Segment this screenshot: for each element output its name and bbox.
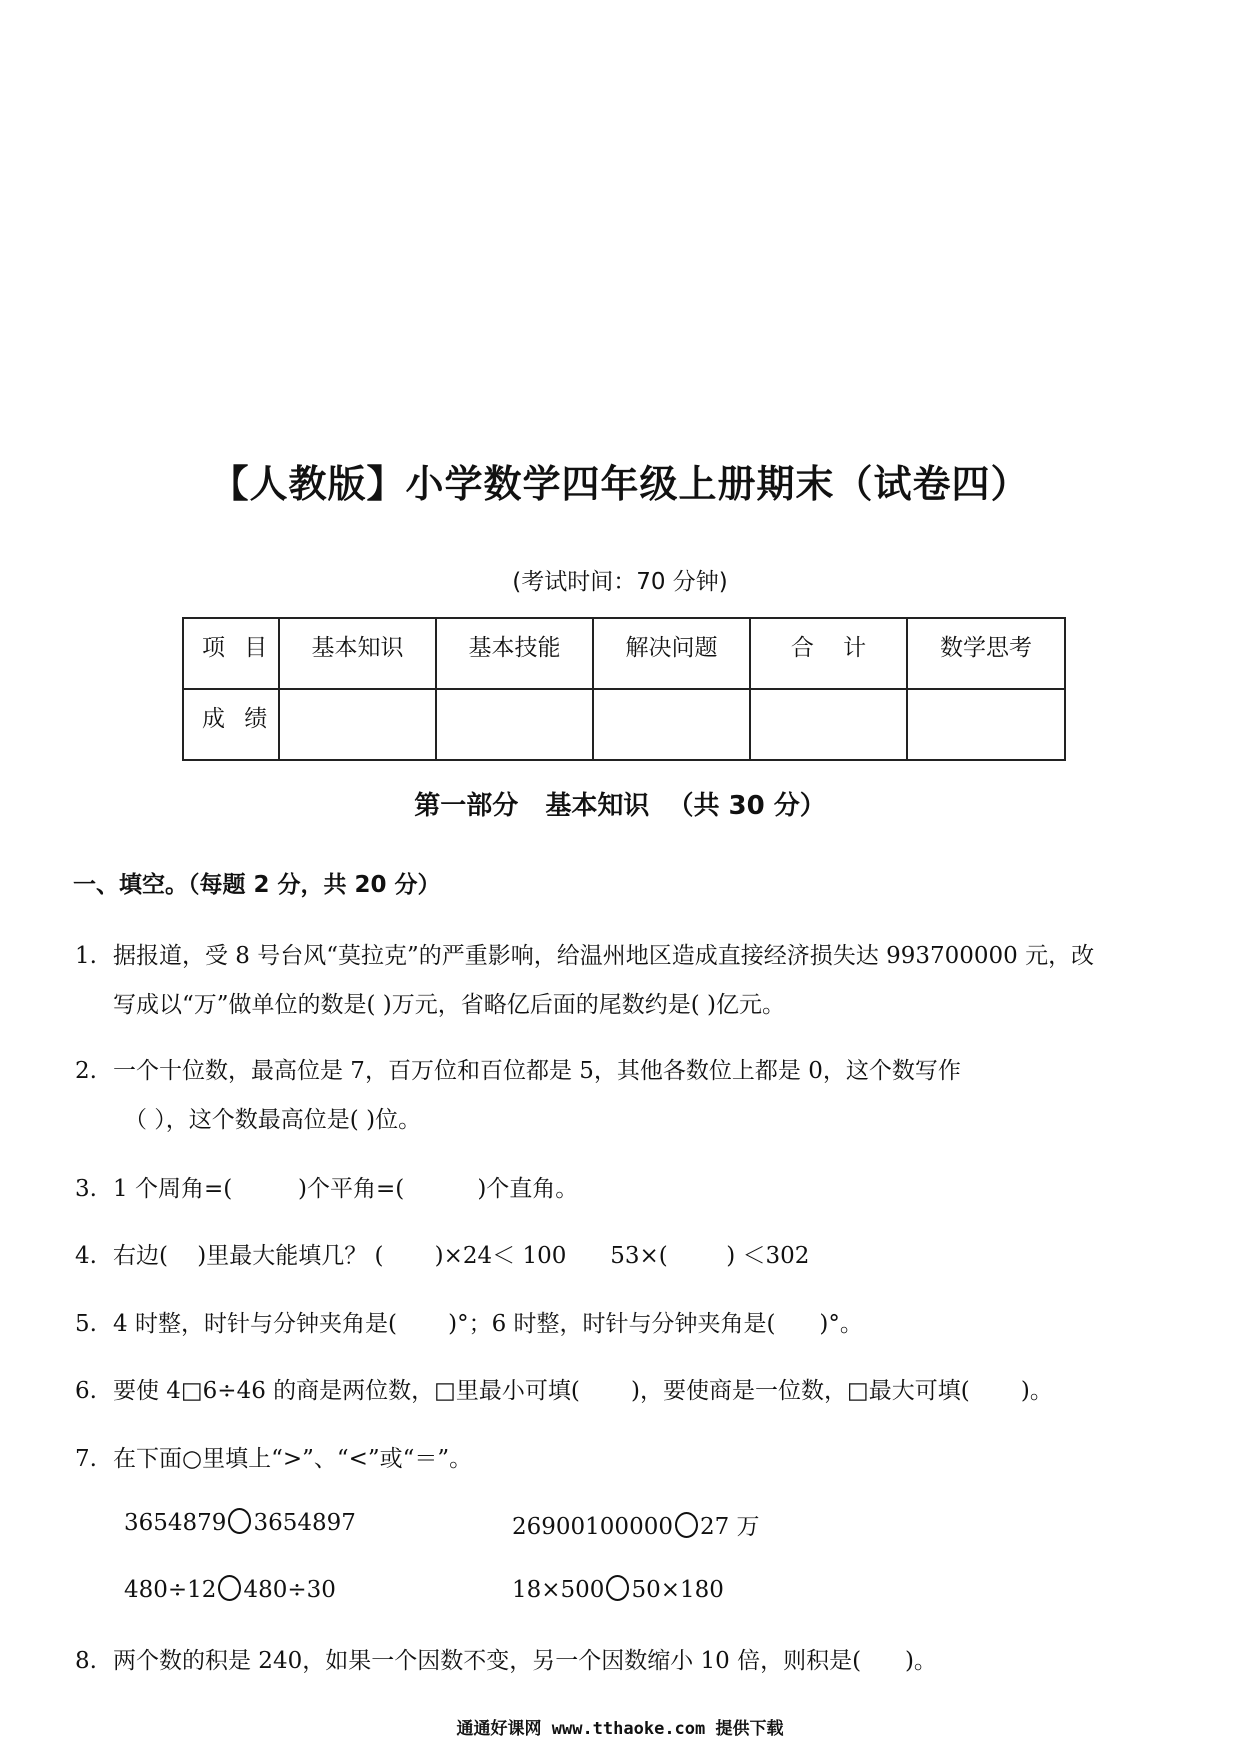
score-cell[interactable]: [436, 689, 593, 760]
comparison-item: [512, 1508, 760, 1541]
question-text: 据报道，受 8 号台风“莫拉克”的严重影响，给温州地区造成直接经济损失达 993700000 元，改: [113, 943, 1095, 969]
page-title: 【人教版】小学数学四年级上册期末（试卷四）: [210, 461, 1030, 506]
question-number: 5.: [75, 1311, 97, 1337]
header-basic-skills: 基本技能: [436, 618, 593, 689]
comparison-right: 480÷30: [243, 1577, 336, 1603]
question-1-line-2: 写成以“万”做单位的数是( )万元，省略亿后面的尾数约是( )亿元。: [113, 992, 786, 1018]
comparison-left: 26900100000: [512, 1514, 673, 1540]
comparison-right: 3654897: [253, 1510, 356, 1536]
answer-circle[interactable]: [675, 1512, 698, 1538]
question-number: 1.: [75, 943, 97, 969]
question-number: 7.: [75, 1446, 97, 1472]
question-number: 4.: [75, 1243, 97, 1269]
question-number: 2.: [75, 1058, 97, 1084]
question-2: [75, 1052, 961, 1085]
score-cell[interactable]: [593, 689, 750, 760]
question-number: 8.: [75, 1648, 97, 1674]
header-math-thinking: 数学思考: [907, 618, 1065, 689]
score-table-score-row: [183, 689, 1065, 760]
score-cell[interactable]: [907, 689, 1065, 760]
exam-time: (考试时间：70 分钟): [512, 569, 728, 595]
comparison-item: [124, 1508, 356, 1536]
header-problem-solving: 解决问题: [593, 618, 750, 689]
question-2-line-2: （ ），这个数最高位是( )位。: [124, 1107, 422, 1133]
question-6: [75, 1372, 1053, 1405]
question-text: 1 个周角=( )个平角=( )个直角。: [113, 1176, 579, 1202]
question-text: 右边( )里最大能填几？ ( )×24＜ 100 53×( ) ＜302: [113, 1243, 810, 1269]
footer-download-note: 通通好课网 www.tthaoke.com 提供下载: [456, 1719, 784, 1739]
comparison-item: [512, 1575, 724, 1603]
comparison-right: 27 万: [699, 1514, 760, 1540]
question-text: 一个十位数，最高位是 7，百万位和百位都是 5，其他各数位上都是 0，这个数写作: [113, 1058, 961, 1084]
question-3: [75, 1170, 578, 1203]
question-number: 6.: [75, 1378, 97, 1404]
question-8: [75, 1642, 937, 1675]
answer-circle[interactable]: [606, 1575, 629, 1601]
header-basic-knowledge: 基本知识: [279, 618, 436, 689]
question-5: [75, 1305, 863, 1338]
score-label: 成 绩: [183, 689, 279, 760]
question-4: [75, 1237, 809, 1270]
question-text: 在下面○里填上“>”、“<”或“＝”。: [113, 1446, 473, 1472]
part-heading: 第一部分 基本知识 （共 30 分）: [414, 791, 826, 821]
question-text: 4 时整，时针与分钟夹角是( )°；6 时整，时针与分钟夹角是( )°。: [113, 1311, 863, 1337]
comparison-left: 3654879: [124, 1510, 227, 1536]
answer-circle[interactable]: [218, 1575, 241, 1601]
question-7: [75, 1440, 472, 1473]
header-item: 项 目: [183, 618, 279, 689]
question-1: [75, 937, 1094, 970]
comparison-left: 18×500: [512, 1577, 605, 1603]
score-cell[interactable]: [750, 689, 907, 760]
question-text: 要使 4□6÷46 的商是两位数，□里最小可填( )，要使商是一位数，□最大可填( )。: [113, 1378, 1053, 1404]
header-total: 合 计: [750, 618, 907, 689]
score-cell[interactable]: [279, 689, 436, 760]
section-heading: 一、填空。（每题 2 分，共 20 分）: [73, 872, 441, 898]
score-table: [182, 617, 1066, 761]
comparison-item: [124, 1575, 336, 1603]
score-table-header-row: [183, 618, 1065, 689]
comparison-right: 50×180: [631, 1577, 724, 1603]
question-number: 3.: [75, 1176, 97, 1202]
question-text: 两个数的积是 240，如果一个因数不变，另一个因数缩小 10 倍，则积是( )。: [113, 1648, 937, 1674]
answer-circle[interactable]: [228, 1508, 251, 1534]
comparison-left: 480÷12: [124, 1577, 217, 1603]
